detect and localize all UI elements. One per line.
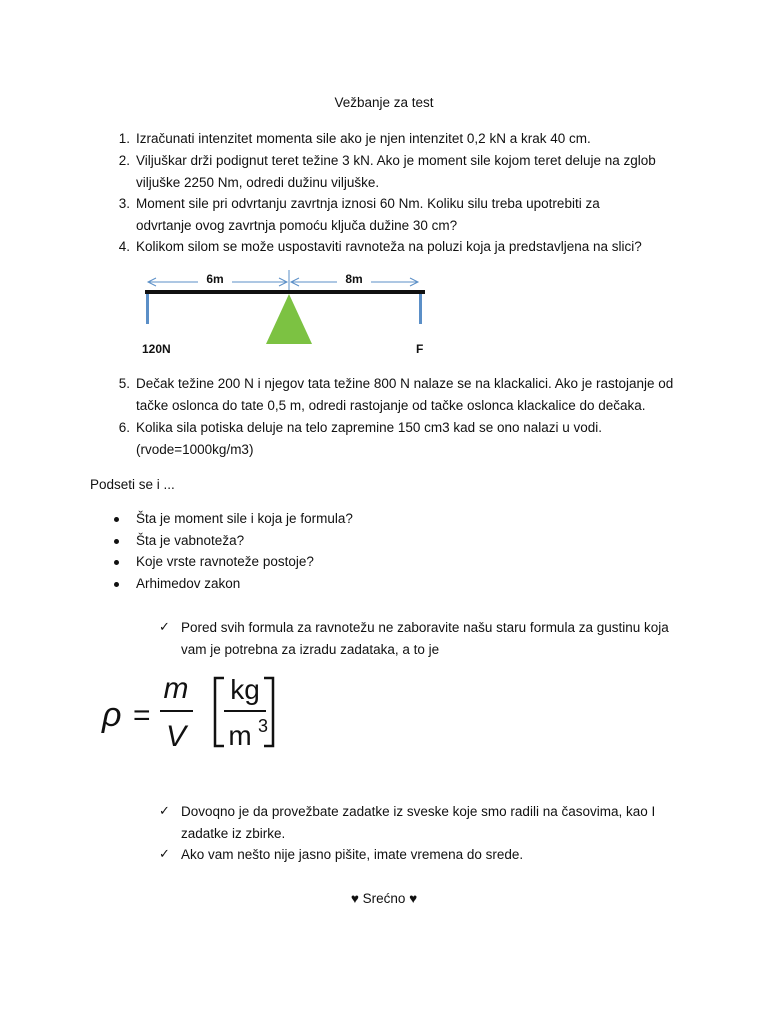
reminder-text: Šta je vabnoteža? <box>136 533 245 548</box>
task-text-line: Kolikom silom se može uspostaviti ravnoteža na poluzi koja ja predstavljena na slici? <box>136 239 642 254</box>
task-text-line: Kolika sila potiska deluje na telo zapremine 150 cm3 kad se ono nalazi u vodi. <box>136 420 603 435</box>
task-text-line: tačke oslonca do tate 0,5 m, odredi rastojanje od tačke oslonca klackalice do dečaka. <box>136 398 646 413</box>
right-distance-label: 8m <box>345 272 363 286</box>
task-item <box>118 193 681 237</box>
reminder-text: Šta je moment sile i koja je formula? <box>136 511 353 526</box>
reminder-heading: Podseti se i ... <box>90 477 175 492</box>
check-item <box>159 617 671 661</box>
right-force-arm <box>419 294 422 324</box>
task-number: 1. <box>118 131 130 146</box>
task-item <box>118 236 681 258</box>
task-item <box>118 128 681 150</box>
formula-rho: ρ <box>102 696 122 734</box>
checkmark-icon: ✓ <box>159 620 170 635</box>
reminder-item <box>136 530 681 552</box>
task-item <box>118 373 681 417</box>
task-text-line: Izračunati intenzitet momenta sile ako je njen intenzitet 0,2 kN a krak 40 cm. <box>136 131 591 146</box>
task-item <box>118 150 681 194</box>
task-text-line: (rvode=1000kg/m3) <box>136 442 254 457</box>
formula-numerator: m <box>163 672 189 705</box>
fulcrum-triangle <box>266 294 312 344</box>
check-item <box>159 844 671 866</box>
left-distance-label: 6m <box>206 272 224 286</box>
lever-beam <box>145 290 425 294</box>
reminder-text: Arhimedov zakon <box>136 576 241 591</box>
reminder-item <box>136 551 681 573</box>
check-item <box>159 801 671 845</box>
check-text-line: vam je potrebna za izradu zadataka, a to je <box>181 642 440 657</box>
check-text-line: Ako vam nešto nije jasno pišite, imate vremena do srede. <box>181 847 524 862</box>
task-item <box>118 417 681 461</box>
task-number: 6. <box>118 420 130 435</box>
unit-denominator: m <box>228 720 252 751</box>
bullet-icon <box>114 560 119 565</box>
task-text-line: Dečak težine 200 N i njegov tata težine 800 N nalaze se na klackalici. Ako je rastojanje od <box>136 376 674 391</box>
checkmark-icon: ✓ <box>159 847 170 862</box>
task-text-line: Moment sile pri odvrtanju zavrtnja iznosi 60 Nm. Koliku silu treba upotrebiti za <box>136 196 600 211</box>
check-text-line: Pored svih formula za ravnotežu ne zaboravite našu staru formula za gustinu koja <box>181 620 669 635</box>
lever-diagram <box>140 262 440 362</box>
check-text-line: zadatke iz zbirke. <box>181 826 286 841</box>
formula-denominator: V <box>165 720 187 753</box>
right-force-label: F <box>416 342 424 356</box>
check-text-line: Dovoqno je da provežbate zadatke iz sveske koje smo radili na časovima, kao I <box>181 804 656 819</box>
task-number: 3. <box>118 196 130 211</box>
bullet-icon <box>114 582 119 587</box>
closing-text: ♥ Srećno ♥ <box>350 891 418 906</box>
reminder-item <box>136 573 681 595</box>
checkmark-icon: ✓ <box>159 804 170 819</box>
left-force-arm <box>146 294 149 324</box>
page-title: Vežbanje za test <box>334 95 434 110</box>
task-text-line: viljuške 2250 Nm, odredi dužinu viljuške. <box>136 175 380 190</box>
task-text-line: odvrtanje ovog zavrtnja pomoću ključa dužine 30 cm? <box>136 218 458 233</box>
reminder-item <box>136 508 681 530</box>
task-number: 5. <box>118 376 130 391</box>
bullet-icon <box>114 517 119 522</box>
task-number: 2. <box>118 153 130 168</box>
density-formula <box>100 668 290 754</box>
task-number: 4. <box>118 239 130 254</box>
reminder-text: Koje vrste ravnoteže postoje? <box>136 554 314 569</box>
unit-exponent: 3 <box>258 716 269 736</box>
formula-equals: = <box>133 699 151 732</box>
bullet-icon <box>114 539 119 544</box>
unit-numerator: kg <box>230 674 260 705</box>
left-force-label: 120N <box>142 342 171 356</box>
left-bracket <box>215 678 224 746</box>
task-text-line: Viljuškar drži podignut teret težine 3 kN. Ako je moment sile kojom teret deluje na zglob <box>136 153 656 168</box>
